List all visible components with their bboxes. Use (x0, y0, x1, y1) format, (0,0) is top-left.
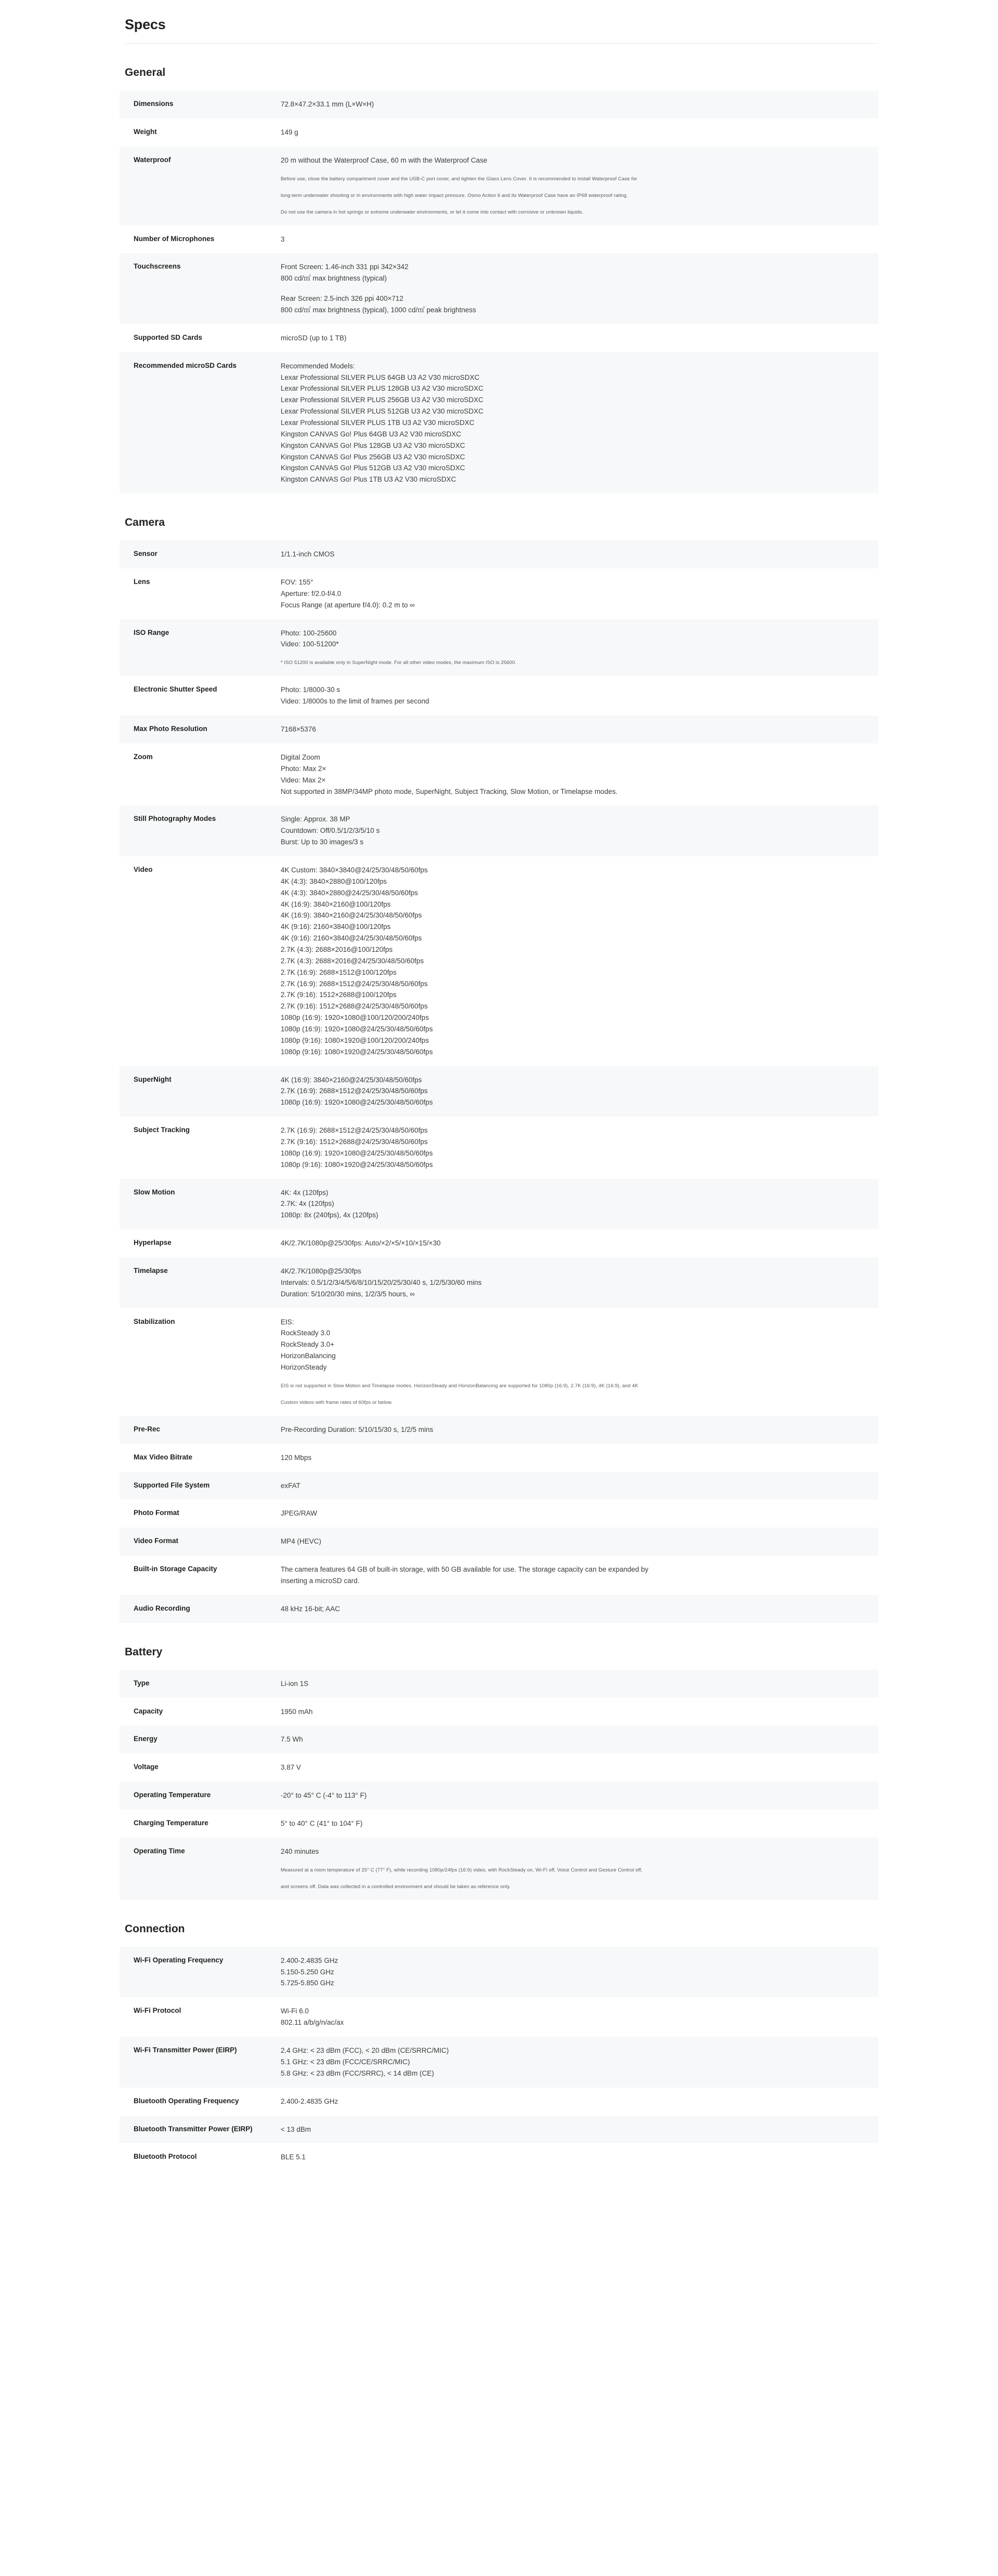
table-row (120, 856, 878, 1066)
section-title-battery: Battery (125, 1645, 163, 1658)
spec-value-line: 4K (4:3): 3840×2880@24/25/30/48/50/60fps (281, 888, 418, 897)
spec-table-camera (120, 540, 878, 1623)
table-row (120, 1308, 878, 1416)
spec-footnote: long-term underwater shooting or in environments with high water impact pressure. Osmo Action 6 and its Waterproof Case have an IP68 waterproof rating. (281, 192, 628, 198)
spec-sections (120, 67, 878, 2171)
spec-label: Video (134, 865, 153, 873)
spec-value (281, 1472, 878, 1500)
table-row (120, 568, 878, 619)
spec-value-line: Lexar Professional SILVER PLUS 64GB U3 A2 V30 microSDXC (281, 373, 480, 381)
spec-footnote: Measured at a room temperature of 25° C (77° F), while recording 1080p/24fps (16:9) video, with RockSteady on, Wi-Fi off, Voice Control and Gesture Control off, (281, 1867, 642, 1873)
spec-value-line: BLE 5.1 (281, 2153, 306, 2161)
spec-value-line: 4K/2.7K/1080p@25/30fps (281, 1267, 361, 1275)
spec-label: Video Format (134, 1537, 179, 1545)
table-row (120, 1754, 878, 1782)
spec-value-line: JPEG/RAW (281, 1509, 318, 1518)
spec-value-line: Lexar Professional SILVER PLUS 512GB U3 A2 V30 microSDXC (281, 407, 483, 416)
spec-label: Supported File System (134, 1481, 210, 1489)
spec-label: Bluetooth Operating Frequency (134, 2096, 239, 2105)
spec-value-line: 4K Custom: 3840×3840@24/25/30/48/50/60fps (281, 866, 428, 874)
spec-value-line: Digital Zoom (281, 753, 320, 761)
spec-value-line: -20° to 45° C (-4° to 113° F) (281, 1791, 367, 1800)
table-row (120, 1229, 878, 1257)
spec-value (281, 324, 878, 352)
spec-label: Weight (134, 127, 157, 136)
spec-value (281, 1416, 878, 1444)
spec-value-line: 4K (9:16): 2160×3840@24/25/30/48/50/60fps (281, 934, 422, 942)
spec-value (281, 1595, 878, 1623)
spec-value-line: HorizonSteady (281, 1363, 327, 1372)
spec-value-line: 3 (281, 235, 285, 243)
spec-footnote: Do not use the camera in hot springs or extreme underwater environments, or let it come into contact with corrosive or unknown liquids. (281, 209, 584, 215)
spec-label: Wi-Fi Operating Frequency (134, 1956, 224, 1964)
spec-value-line: Kingston CANVAS Go! Plus 512GB U3 A2 V30 microSDXC (281, 464, 465, 472)
spec-label: Electronic Shutter Speed (134, 685, 217, 694)
spec-label: Built-in Storage Capacity (134, 1565, 217, 1573)
spec-value-line: microSD (up to 1 TB) (281, 334, 347, 342)
spec-section-connection (120, 1923, 878, 2171)
spec-value (281, 1229, 878, 1257)
spec-value-line: 48 kHz 16-bit; AAC (281, 1604, 340, 1613)
spec-label: Type (134, 1679, 150, 1687)
spec-value-line: 2.7K (16:9): 2688×1512@100/120fps (281, 968, 397, 976)
spec-label: Bluetooth Transmitter Power (EIRP) (134, 2124, 253, 2133)
spec-value-line: 2.7K (4:3): 2688×2016@100/120fps (281, 945, 393, 953)
spec-value-line: Burst: Up to 30 images/3 s (281, 838, 364, 846)
spec-value-line: Photo: 100-25600 (281, 629, 337, 637)
spec-value-line: Video: 100-51200* (281, 640, 339, 648)
spec-table-general (120, 90, 878, 494)
spec-value-line: 4K (4:3): 3840×2880@100/120fps (281, 877, 387, 885)
spec-value-line: 120 Mbps (281, 1453, 312, 1462)
spec-value-line: 1080p (9:16): 1080×1920@24/25/30/48/50/60fps (281, 1047, 433, 1056)
spec-label: Stabilization (134, 1317, 175, 1325)
spec-value-line: 2.7K (16:9): 2688×1512@24/25/30/48/50/60fps (281, 1087, 428, 1095)
spec-value-line: Rear Screen: 2.5-inch 326 ppi 400×712 (281, 295, 404, 303)
spec-value-line: 4K (16:9): 3840×2160@24/25/30/48/50/60fps (281, 1075, 422, 1084)
spec-value (281, 568, 878, 619)
spec-label: Audio Recording (134, 1604, 190, 1612)
table-row (120, 1257, 878, 1308)
table-row (120, 1556, 878, 1595)
spec-value (281, 1782, 878, 1810)
spec-value-line: 1080p: 8x (240fps), 4x (120fps) (281, 1211, 378, 1219)
spec-value (281, 1308, 878, 1416)
table-row (120, 1416, 878, 1444)
spec-value-line: Lexar Professional SILVER PLUS 256GB U3 A2 V30 microSDXC (281, 396, 483, 404)
spec-value-line: RockSteady 3.0+ (281, 1340, 335, 1349)
section-title-connection: Connection (125, 1922, 185, 1935)
spec-value-line: 5.150-5.250 GHz (281, 1968, 334, 1976)
spec-value-line: 2.7K (9:16): 1512×2688@24/25/30/48/50/60fps (281, 1002, 428, 1011)
spec-value-line: 1080p (9:16): 1080×1920@24/25/30/48/50/60fps (281, 1160, 433, 1169)
table-row (120, 715, 878, 743)
spec-value (281, 2037, 878, 2088)
spec-label: Hyperlapse (134, 1239, 172, 1247)
table-row (120, 1179, 878, 1230)
spec-table-connection (120, 1947, 878, 2171)
spec-value-line: 5.8 GHz: < 23 dBm (FCC/SRRC), < 14 dBm (CE) (281, 2069, 434, 2077)
table-row (120, 1782, 878, 1810)
spec-value (281, 540, 878, 568)
spec-value (281, 1444, 878, 1472)
table-row (120, 225, 878, 254)
table-row (120, 1117, 878, 1178)
table-row (120, 352, 878, 494)
table-row (120, 1810, 878, 1838)
spec-label: Number of Microphones (134, 234, 215, 243)
spec-value-line: 4K: 4x (120fps) (281, 1188, 329, 1197)
table-row (120, 2143, 878, 2171)
table-row (120, 676, 878, 715)
spec-value (281, 253, 878, 324)
spec-value-line: 2.7K (16:9): 2688×1512@24/25/30/48/50/60fps (281, 979, 428, 988)
spec-value-line: HorizonBalancing (281, 1352, 336, 1360)
spec-value-line: EIS: (281, 1318, 294, 1326)
spec-value-line: Countdown: Off/0.5/1/2/3/5/10 s (281, 827, 380, 835)
table-row (120, 805, 878, 856)
spec-label: Subject Tracking (134, 1126, 190, 1134)
spec-footnote: Before use, close the battery compartment cover and the USB-C port cover, and tighten the Glass Lens Cover. It is recommended to install Waterproof Case for (281, 176, 637, 182)
spec-value-line: Recommended Models: (281, 362, 355, 370)
spec-value-line: Kingston CANVAS Go! Plus 256GB U3 A2 V30 microSDXC (281, 453, 465, 461)
spec-value-line: The camera features 64 GB of built-in storage, with 50 GB available for use. The storage capacity can be expanded by (281, 1565, 649, 1574)
spec-label: Pre-Rec (134, 1425, 161, 1433)
spacer (281, 284, 863, 293)
spec-value-line: 5.1 GHz: < 23 dBm (FCC/CE/SRRC/MIC) (281, 2057, 410, 2066)
spec-value-line: 1/1.1-inch CMOS (281, 550, 335, 559)
spec-value (281, 2088, 878, 2116)
table-row (120, 1499, 878, 1528)
spec-value-line: 7.5 Wh (281, 1735, 303, 1744)
spec-label: Capacity (134, 1707, 163, 1715)
spec-value-line: Kingston CANVAS Go! Plus 64GB U3 A2 V30 microSDXC (281, 430, 462, 438)
spec-value-line: Wi-Fi 6.0 (281, 2007, 309, 2015)
table-row (120, 743, 878, 805)
spec-value (281, 1838, 878, 1900)
table-row (120, 90, 878, 118)
spec-value-line: 2.4 GHz: < 23 dBm (FCC), < 20 dBm (CE/SRRC/MIC) (281, 2047, 449, 2055)
spec-label: SuperNight (134, 1075, 172, 1083)
spec-label: Bluetooth Protocol (134, 2153, 197, 2161)
table-row (120, 1066, 878, 1117)
spec-value-line: 4K (9:16): 2160×3840@100/120fps (281, 923, 391, 931)
table-row (120, 147, 878, 225)
spec-label: Touchscreens (134, 262, 181, 271)
spec-value-line: 2.400-2.4835 GHz (281, 1956, 338, 1964)
spec-value-line: 800 cd/㎡ max brightness (typical) (281, 274, 387, 283)
spec-value-line: 2.7K: 4x (120fps) (281, 1200, 334, 1208)
spec-footnote: * ISO 51200 is available only in SuperNight mode. For all other video modes, the maximum ISO is 25600. (281, 660, 517, 666)
table-row (120, 1595, 878, 1623)
spec-label: Lens (134, 578, 150, 586)
spec-value-line: 1080p (16:9): 1920×1080@24/25/30/48/50/60fps (281, 1149, 433, 1157)
spec-value-line: Not supported in 38MP/34MP photo mode, SuperNight, Subject Tracking, Slow Motion, or Timelapse modes. (281, 787, 618, 795)
spec-value-line: 2.400-2.4835 GHz (281, 2097, 338, 2105)
spec-value (281, 805, 878, 856)
spec-label: Voltage (134, 1763, 159, 1771)
spec-value-line: 240 minutes (281, 1847, 319, 1855)
table-row (120, 2116, 878, 2144)
spec-value-line: Lexar Professional SILVER PLUS 128GB U3 A2 V30 microSDXC (281, 384, 483, 393)
spec-section-camera (120, 516, 878, 1623)
spec-value (281, 1499, 878, 1528)
table-row (120, 1472, 878, 1500)
spec-value (281, 1670, 878, 1698)
spec-value (281, 147, 878, 225)
spec-value-line: 149 g (281, 128, 298, 136)
spec-value-line: 1950 mAh (281, 1707, 313, 1716)
spec-label: Charging Temperature (134, 1819, 208, 1827)
spec-value-line: Intervals: 0.5/1/2/3/4/5/6/8/10/15/20/25/30/40 s, 1/2/5/30/60 mins (281, 1278, 482, 1286)
spec-label: Sensor (134, 550, 157, 558)
spec-value-line: Li-ion 1S (281, 1679, 309, 1688)
spec-value (281, 1556, 878, 1595)
spec-section-general (120, 67, 878, 494)
spec-value-line: Photo: 1/8000-30 s (281, 686, 340, 694)
spec-value-line: Single: Approx. 38 MP (281, 815, 350, 824)
spec-value-line: Kingston CANVAS Go! Plus 1TB U3 A2 V30 microSDXC (281, 475, 456, 484)
spec-value-line: 2.7K (9:16): 1512×2688@24/25/30/48/50/60fps (281, 1137, 428, 1146)
table-row (120, 1947, 878, 1998)
spec-value (281, 1066, 878, 1117)
spec-value-line: < 13 dBm (281, 2125, 311, 2133)
spec-value-line: RockSteady 3.0 (281, 1329, 331, 1337)
spec-value (281, 715, 878, 743)
spec-label: Energy (134, 1735, 157, 1743)
spec-value (281, 743, 878, 805)
table-row (120, 253, 878, 324)
spec-value-line: MP4 (HEVC) (281, 1537, 322, 1546)
table-row (120, 1444, 878, 1472)
spec-value (281, 856, 878, 1066)
spec-value-line: 72.8×47.2×33.1 mm (L×W×H) (281, 100, 374, 108)
spec-value (281, 2143, 878, 2171)
spec-value-line: Front Screen: 1.46-inch 331 ppi 342×342 (281, 263, 409, 271)
spec-value-line: 1080p (16:9): 1920×1080@24/25/30/48/50/60fps (281, 1025, 433, 1033)
spec-value (281, 1810, 878, 1838)
spec-label: Dimensions (134, 100, 174, 108)
spec-value-line: 7168×5376 (281, 725, 316, 734)
spec-value-line: 4K (16:9): 3840×2160@24/25/30/48/50/60fps (281, 911, 422, 920)
page-title: Specs (125, 17, 878, 44)
spec-value (281, 1698, 878, 1726)
spec-value-line: Aperture: f/2.0-f/4.0 (281, 589, 342, 597)
spec-table-battery (120, 1670, 878, 1900)
spec-value-line: Video: Max 2× (281, 776, 326, 784)
spec-footnote: and screens off. Data was collected in a controlled environment and should be taken as reference only. (281, 1883, 511, 1890)
spec-label: Timelapse (134, 1267, 168, 1274)
spec-label: Slow Motion (134, 1188, 175, 1196)
spec-value-line: 802.11 a/b/g/n/ac/ax (281, 2019, 344, 2027)
table-row (120, 118, 878, 147)
spec-value (281, 1179, 878, 1230)
table-row (120, 1670, 878, 1698)
spec-label: Max Video Bitrate (134, 1453, 193, 1461)
table-row (120, 1838, 878, 1900)
spec-label: Supported SD Cards (134, 333, 203, 341)
spec-label: Operating Time (134, 1847, 185, 1855)
table-row (120, 540, 878, 568)
spec-value-line: FOV: 155° (281, 578, 313, 587)
spec-label: Waterproof (134, 155, 171, 164)
spec-label: Max Photo Resolution (134, 725, 207, 733)
spec-label: ISO Range (134, 628, 169, 636)
spec-value-line: 4K/2.7K/1080p@25/30fps: Auto/×2/×5/×10/×15/×30 (281, 1239, 441, 1247)
spec-value-line: Focus Range (at aperture f/4.0): 0.2 m to ∞ (281, 601, 415, 609)
section-title-general: General (125, 67, 166, 78)
table-row (120, 324, 878, 352)
spec-value-line: 800 cd/㎡ max brightness (typical), 1000 cd/㎡ peak brightness (281, 306, 476, 314)
spec-label: Wi-Fi Transmitter Power (EIRP) (134, 2046, 237, 2054)
spec-value-line: 2.7K (16:9): 2688×1512@24/25/30/48/50/60fps (281, 1126, 428, 1135)
table-row (120, 1725, 878, 1754)
spec-label: Photo Format (134, 1509, 179, 1517)
spec-value-line: 1080p (9:16): 1080×1920@100/120/200/240fps (281, 1036, 429, 1044)
spec-label: Recommended microSD Cards (134, 361, 237, 369)
spec-value-line: Lexar Professional SILVER PLUS 1TB U3 A2 V30 microSDXC (281, 419, 475, 427)
spec-value-line: 5° to 40° C (41° to 104° F) (281, 1820, 363, 1828)
spec-value-line: Kingston CANVAS Go! Plus 128GB U3 A2 V30 microSDXC (281, 441, 465, 449)
spec-value-line: 2.7K (4:3): 2688×2016@24/25/30/48/50/60fps (281, 957, 424, 965)
spec-value (281, 352, 878, 494)
spec-value-line: Photo: Max 2× (281, 764, 326, 773)
spec-value (281, 1257, 878, 1308)
table-row (120, 1698, 878, 1726)
spec-value (281, 90, 878, 118)
spec-value-line: 2.7K (9:16): 1512×2688@100/120fps (281, 991, 397, 999)
spec-value (281, 225, 878, 254)
spec-label: Zoom (134, 752, 153, 761)
specs-content (120, 0, 878, 2171)
spec-value-line: Video: 1/8000s to the limit of frames per second (281, 697, 429, 706)
spec-value (281, 2116, 878, 2144)
spec-footnote: Custom videos with frame rates of 60fps or below. (281, 1399, 393, 1405)
spec-value-line: inserting a microSD card. (281, 1577, 360, 1585)
spec-label: Still Photography Modes (134, 815, 216, 823)
spec-footnote: EIS is not supported in Slow Motion and Timelapse modes. HorizonSteady and HorizonBalancing are supported for 1080p (16:9), 2.7K (16:9), 4K (16:9), and 4K (281, 1383, 638, 1389)
section-title-camera: Camera (125, 516, 165, 529)
spec-value (281, 118, 878, 147)
spec-value (281, 1725, 878, 1754)
table-row (120, 619, 878, 676)
spec-value-line: 5.725-5.850 GHz (281, 1979, 334, 1987)
spec-value-line: Pre-Recording Duration: 5/10/15/30 s, 1/2/5 mins (281, 1425, 434, 1433)
spec-value (281, 619, 878, 676)
spec-value-line: 1080p (16:9): 1920×1080@100/120/200/240fps (281, 1014, 429, 1022)
spec-value (281, 1997, 878, 2037)
spec-value-line: Duration: 5/10/20/30 mins, 1/2/3/5 hours, ∞ (281, 1290, 415, 1298)
spec-label: Wi-Fi Protocol (134, 2007, 181, 2015)
spec-label: Operating Temperature (134, 1791, 211, 1799)
table-row (120, 1528, 878, 1556)
spec-value (281, 1528, 878, 1556)
spec-value-line: 1080p (16:9): 1920×1080@24/25/30/48/50/60fps (281, 1098, 433, 1107)
table-row (120, 1997, 878, 2037)
spec-value (281, 1754, 878, 1782)
spec-section-battery (120, 1646, 878, 1900)
spec-value-line: 3.87 V (281, 1763, 301, 1772)
table-row (120, 2088, 878, 2116)
spec-value (281, 1117, 878, 1178)
spec-value-line: 20 m without the Waterproof Case, 60 m with the Waterproof Case (281, 156, 488, 164)
spec-value-line: exFAT (281, 1481, 301, 1490)
table-row (120, 2037, 878, 2088)
spec-value (281, 1947, 878, 1998)
spec-value-line: 4K (16:9): 3840×2160@100/120fps (281, 900, 391, 908)
spec-value (281, 676, 878, 715)
